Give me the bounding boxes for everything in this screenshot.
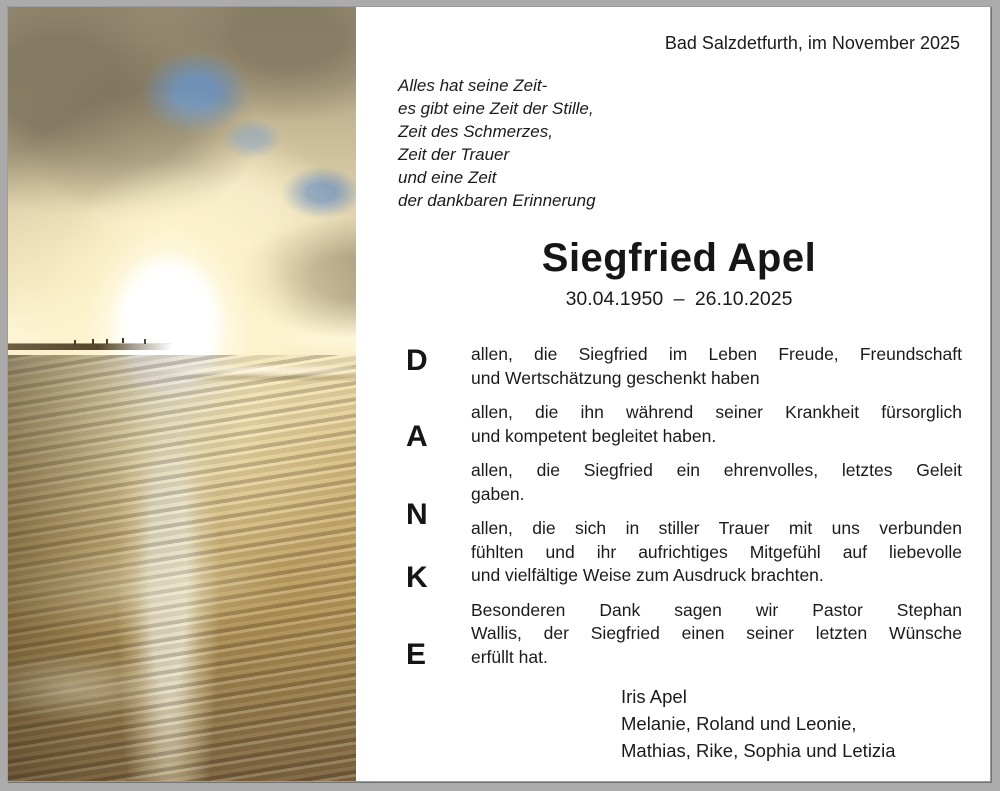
beach-figures xyxy=(92,339,94,344)
thanks-paragraph xyxy=(471,599,962,670)
acrostic-letter-n: N xyxy=(406,498,428,531)
closing-name-line: Iris Apel xyxy=(621,686,687,707)
deceased-name: Siegfried Apel xyxy=(541,236,817,280)
poem-line: und eine Zeit xyxy=(398,168,497,187)
thanks-line: erfüllt hat. xyxy=(471,646,548,667)
thanks-line: Wallis, der Siegfried einen seiner letzten Wünsche xyxy=(471,623,962,643)
poem-line: der dankbaren Erinnerung xyxy=(398,191,596,210)
poem-line: Zeit des Schmerzes, xyxy=(398,122,553,141)
acknowledgements-section xyxy=(398,343,960,669)
thanks-paragraph xyxy=(471,517,962,588)
poem xyxy=(398,74,960,212)
sunset-beach-photo xyxy=(8,7,356,781)
acrostic-letter-e: E xyxy=(406,638,427,671)
closing-names xyxy=(621,683,960,764)
thanks-line: allen, die sich in stiller Trauer mit uns verbunden xyxy=(471,518,962,538)
thanks-line: und kompetent begleitet haben. xyxy=(471,425,717,446)
notice-content xyxy=(356,7,990,781)
beach-horizon-strip xyxy=(8,343,172,350)
thanks-paragraph xyxy=(471,401,962,448)
acrostic-letter-d: D xyxy=(406,344,428,377)
thanks-line: gaben. xyxy=(471,483,525,504)
thanks-line: Besonderen Dank sagen wir Pastor Stephan xyxy=(471,599,962,620)
thanks-line: allen, die Siegfried ein ehrenvolles, letztes Geleit xyxy=(471,460,962,480)
thanks-paragraph xyxy=(471,343,962,390)
acrostic-letter-k: K xyxy=(406,561,428,594)
closing-name-line: Mathias, Rike, Sophia und Letizia xyxy=(621,740,896,761)
poem-line: es gibt eine Zeit der Stille, xyxy=(398,99,594,118)
thanks-line: und vielfältige Weise zum Ausdruck brachten. xyxy=(471,565,824,585)
poem-line: Alles hat seine Zeit- xyxy=(398,76,548,95)
obituary-card xyxy=(7,6,991,782)
poem-line: Zeit der Trauer xyxy=(398,145,510,164)
closing-name-line: Melanie, Roland und Leonie, xyxy=(621,713,857,734)
thanks-line: fühlten und ihr aufrichtiges Mitgefühl auf liebevolle xyxy=(471,541,962,562)
acrostic-letter-a: A xyxy=(406,420,428,453)
thanks-line: allen, die ihn während seiner Krankheit fürsorglich xyxy=(471,402,962,422)
thanks-line: allen, die Siegfried im Leben Freude, Freundschaft xyxy=(471,344,962,364)
thanks-paragraph xyxy=(471,459,962,506)
thanks-line: und Wertschätzung geschenkt haben xyxy=(471,367,760,388)
life-dates: 30.04.1950 – 26.10.2025 xyxy=(565,288,793,310)
dateline: Bad Salzdetfurth, im November 2025 xyxy=(664,33,960,53)
